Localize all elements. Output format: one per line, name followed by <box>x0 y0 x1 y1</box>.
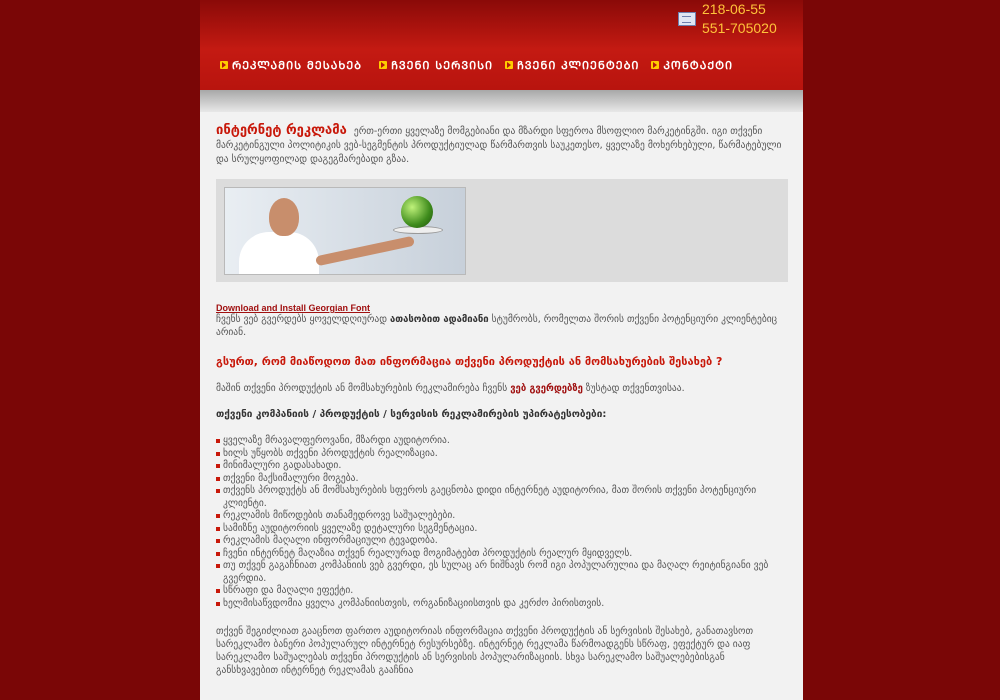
download-font-link[interactable]: Download and Install Georgian Font <box>216 303 371 313</box>
page-container <box>200 0 803 700</box>
nav-item-our-service[interactable] <box>379 58 493 72</box>
main-nav <box>220 58 733 72</box>
intro-paragraph <box>216 124 788 167</box>
visitors-text-pre: ჩვენს ვებ გვერდებს ყოველდღიურად <box>216 314 387 325</box>
header <box>200 0 803 90</box>
nav-item-our-clients[interactable] <box>505 58 639 72</box>
list-item: რეკლამის მაღალი ინფორმაციული ტევადობა. <box>216 535 788 548</box>
intro-text: ერთ-ერთი ყველაზე მომგებიანი და მზარდი სფეროა მსოფლიო მარკეტინგში. იგი თქვენი მარკეტინგული პოლიტიკის ვებ-სეგმენტის პროდუქტიულად წარმართვის საუკეთესო, ყველაზე მოხერხებული, წარმატებული და სრულყოფილად დაგეგმარებადი გზაა. <box>216 126 782 165</box>
visitors-paragraph <box>216 313 788 339</box>
answer-text-post: ზუსტად თქვენთვისაა. <box>585 383 685 394</box>
list-item: თუ თქვენ გაგაჩნიათ კომპანიის ვებ გვერდი, ეს სულაც არ ნიშნავს რომ იგი პოპულარულია და მაღალ რეიტინგიანი ვებ გვერდია. <box>216 560 788 585</box>
phone-icon <box>678 12 696 26</box>
question-heading: გსურთ, რომ მიაწოდოთ მათ ინფორმაცია თქვენი პროდუქტის ან მომსახურების შესახებ ? <box>216 355 723 368</box>
list-item: ჩვენი ინტერნეტ მაღაზია თქვენ რეალურად მოგიმატებთ პროდუქტის რეალურ მყიდველს. <box>216 548 788 561</box>
arrow-bullet-icon <box>651 61 659 69</box>
visitors-text-post: სტუმრობს, რომელთა შორის თქვენი პოტენციური კლიენტებიც არიან. <box>216 314 778 338</box>
closing-paragraph: თქვენ შეგიძლიათ გააცნოთ ფართო აუდიტორიას ინფორმაცია თქვენი პროდუქტის ან სერვისის შესახებ, განათავსოთ სარეკლამო ბანერი პოპულარულ ინტერნეტ რესურსებზე. ინტერნეტ რეკლამა წარმოადგენს სწრაფ, ეფექტურ და იაფ სარეკლამო საშუალებას თქვენი პროდუქტის ან სერვისის პოპულარიზაციის. სხვა სარეკლამო საშუალებებისგან განსხვავებით ინტერნეტ რეკლამას გააჩნია <box>216 626 754 676</box>
visitors-text-bold: ათასობით ადამიანი <box>390 314 489 325</box>
main-content <box>216 124 788 687</box>
phone-numbers <box>702 0 777 38</box>
page-title: ინტერნეტ რეკლამა <box>216 123 347 138</box>
list-item: ხილს უწყობს თქვენი პროდუქტის რეალიზაცია. <box>216 448 788 461</box>
nav-label: ᲩᲕᲔᲜᲘ ᲡᲔᲠᲕᲘᲡᲘ <box>391 58 493 72</box>
arrow-bullet-icon <box>505 61 513 69</box>
list-item: თქვენს პროდუქტს ან მომსახურების სფეროს გაეცნობა დიდი ინტერნეტ აუდიტორია, მათ შორის თქვენი პოტენციური კლიენტი. <box>216 485 788 510</box>
arrow-bullet-icon <box>379 61 387 69</box>
phone-number-1: 218-06-55 <box>702 1 766 17</box>
advantages-heading: თქვენი კომპანიის / პროდუქტის / სერვისის რეკლამირების უპირატესობები: <box>216 409 607 420</box>
nav-label: ᲩᲕᲔᲜᲘ ᲙᲚᲘᲔᲜᲢᲔᲑᲘ <box>516 58 640 72</box>
list-item: სწრაფი და მაღალი ეფექტი. <box>216 585 788 598</box>
answer-paragraph <box>216 382 788 395</box>
answer-text-bold: ვებ გვერდებზე <box>510 383 583 394</box>
nav-item-advertising-info[interactable] <box>220 58 362 72</box>
list-item: მინიმალური გადასახადი. <box>216 460 788 473</box>
nav-label: ᲠᲔᲙᲚᲐᲛᲘᲡ ᲛᲔᲡᲐᲮᲔᲑ <box>232 58 363 72</box>
list-item: სამიზნე აუდიტორიის ყველაზე დეტალური სეგმენტაცია. <box>216 523 788 536</box>
list-item: რეკლამის მიწოდების თანამედროვე საშუალებები. <box>216 510 788 523</box>
list-item: ყველაზე მრავალფეროვანი, მზარდი აუდიტორია. <box>216 435 788 448</box>
arrow-bullet-icon <box>220 61 228 69</box>
advantages-list <box>216 435 788 610</box>
man-holding-globe-image <box>224 187 466 275</box>
list-item: თქვენი მაქსიმალური მოგება. <box>216 473 788 486</box>
nav-label: ᲙᲝᲜᲢᲐᲥᲢᲘ <box>663 58 734 72</box>
phone-number-2: 551-705020 <box>702 20 777 36</box>
list-item: ხელმისაწვდომია ყველა კომპანიისთვის, ორგანიზაციისთვის და კერძო პირისთვის. <box>216 598 788 611</box>
answer-text-pre: მაშინ თქვენი პროდუქტის ან მომსახურების რეკლამირება ჩვენს <box>216 383 508 394</box>
nav-item-contact[interactable] <box>651 58 733 72</box>
header-shadow-band <box>200 90 803 112</box>
banner-image-box <box>216 179 788 282</box>
